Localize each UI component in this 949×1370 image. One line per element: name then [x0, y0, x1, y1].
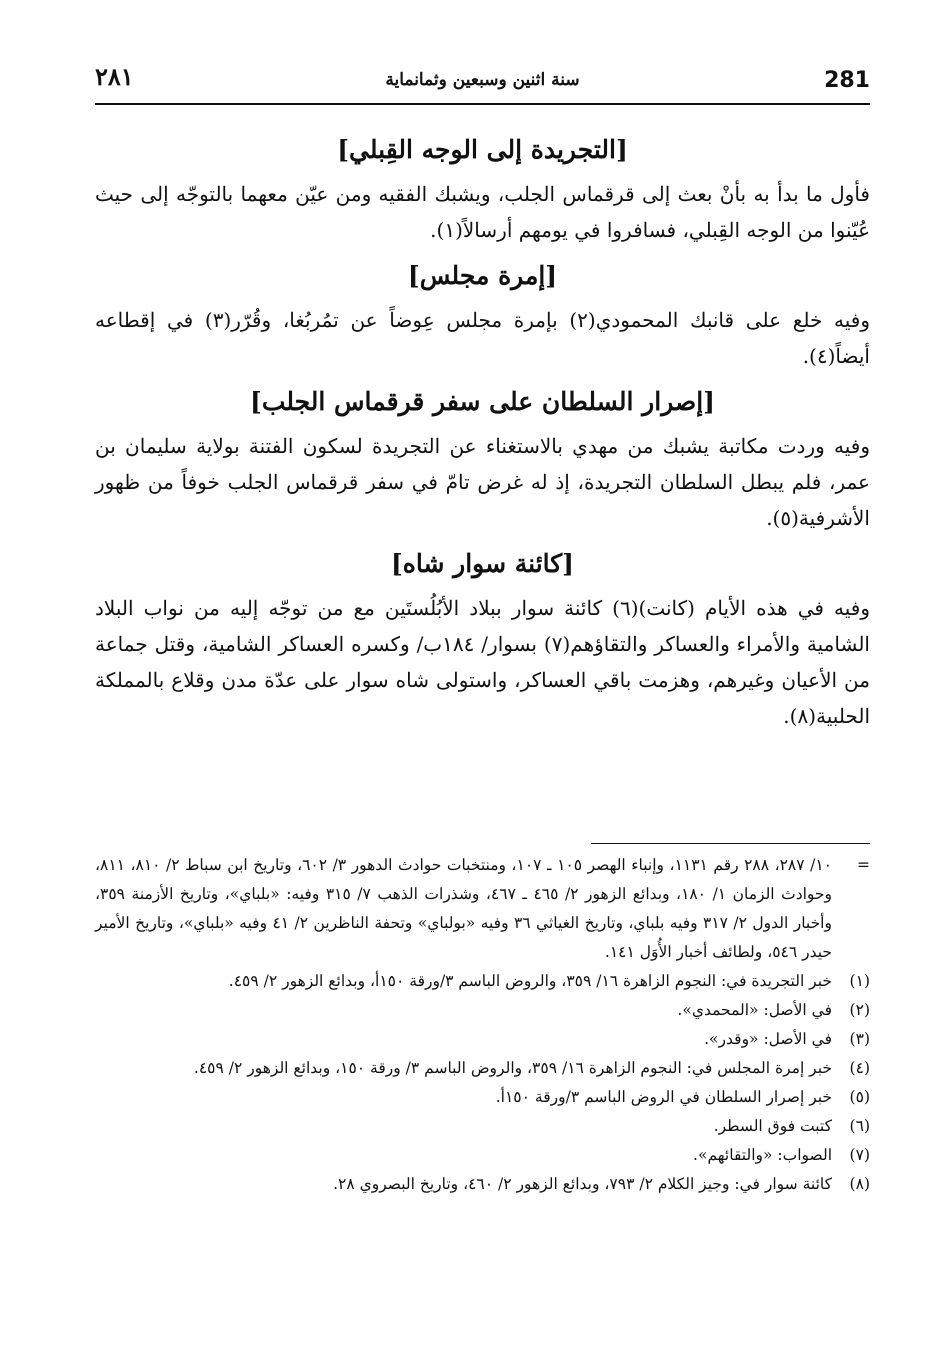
footnote-mark: (٤) [849, 1059, 870, 1077]
footnote-item [95, 1112, 870, 1141]
page-number-latin: 281 [824, 68, 870, 93]
section-heading: [كائنة سوار شاه] [390, 549, 575, 578]
footnote-mark: (٢) [849, 1001, 870, 1019]
page-number-arabic: ٢٨١ [95, 62, 134, 91]
footnote-item [95, 996, 870, 1025]
footnote-mark: (٧) [849, 1146, 870, 1164]
footnote-item [95, 1170, 870, 1199]
footnote-mark: (٦) [849, 1117, 870, 1135]
main-text [95, 122, 870, 740]
footnote-item [95, 1141, 870, 1170]
section-paragraph: فأول ما بدأ به بأنْ بعث إلى قرقماس الجلب، ويشبك الفقيه ومن عيّن معهما بالتوجّه إلى حيث عُيّنوا من الوجه القِبلي، فسافروا في يومهم أرسالاً(١). [95, 182, 870, 242]
footnote-text: الصواب: «والتقائهم». [693, 1146, 832, 1164]
footnote-item [95, 1083, 870, 1112]
footnote-text: في الأصل: «المحمدي». [677, 1001, 832, 1019]
footnote-mark: (٨) [849, 1175, 870, 1193]
footnote-text: خبر إصرار السلطان في الروض الباسم ٣/ورقة ١٥٠أ. [495, 1088, 832, 1106]
footnote-text: في الأصل: «وقدر». [704, 1030, 832, 1048]
section-heading: [إمرة مجلس] [407, 261, 558, 290]
section-heading: [التجريدة إلى الوجه القِبلي] [337, 135, 628, 164]
footnote-item [95, 1054, 870, 1083]
footnote-item [95, 967, 870, 996]
footnote-text: كتبت فوق السطر. [713, 1117, 832, 1135]
section-paragraph: وفيه خلع على قانبك المحمودي(٢) بإمرة مجلس عِوضاً عن تمُربُغا، وقُرّر(٣) في إقطاعه أيضاً(٤). [95, 308, 870, 368]
footnote-text: خبر التجريدة في: النجوم الزاهرة ١٦/ ٣٥٩، والروض الباسم ٣/ورقة ١٥٠أ، وبدائع الزهور ٢/ ٤٥٩. [228, 972, 832, 990]
footnote-item [95, 1025, 870, 1054]
section-paragraph: وفيه وردت مكاتبة يشبك من مهدي بالاستغناء عن التجريدة لسكون الفتنة بولاية سليمان بن عمر، فلم يبطل السلطان التجريدة، إذ له غرض تامّ في سفر قرقماس الجلب خوفاً من ظهور الأشرفية(٥). [95, 434, 870, 530]
footnote-mark: = [857, 856, 870, 874]
section-paragraph: وفيه في هذه الأيام (كانت)(٦) كائنة سوار ببلاد الأبُلُستَين مع من توجّه إليه من نواب البلاد الشامية والأمراء والعساكر والتقاؤهم(٧) بسوار/ ١٨٤ب/ وكسره العساكر الشامية، وقتل جماعة من الأعيان وغيرهم، وهزمت باقي العساكر، واستولى شاه سوار على عدّة مدن وقلاع بالمملكة الحلبية(٨). [95, 596, 870, 728]
section-heading: [إصرار السلطان على سفر قرقماس الجلب] [249, 387, 715, 416]
footnote-item [95, 851, 870, 967]
footnote-mark: (٣) [849, 1030, 870, 1048]
footnote-mark: (٥) [849, 1088, 870, 1106]
footnote-separator [591, 843, 870, 844]
header-rule [95, 103, 870, 105]
footnote-text: خبر إمرة المجلس في: النجوم الزاهرة ١٦/ ٣٥٩، والروض الباسم ٣/ ورقة ١٥٠، وبدائع الزهور ٢/ ٤٥٩. [193, 1059, 832, 1077]
footnote-text: ١٠/ ٢٨٧، ٢٨٨ رقم ١١٣١، وإنباء الهصر ١٠٥ ـ ١٠٧، ومنتخبات حوادث الدهور ٣/ ٦٠٢، وتاريخ ابن سباط ٢/ ٨١٠، ٨١١، وحوادث الزمان ١/ ١٨٠، وبدائع الزهور ٢/ ٤٦٥ ـ ٤٦٧، وشذرات الذهب ٧/ ٣١٥ وفيه: «بلباي»، وتاريخ الأزمنة ٣٥٩، وأخبار الدول ٢/ ٣١٧ وفيه بلباي، وتاريخ الغياثي ٣٦ وفيه «بولباي» وتحفة الناظرين ٢/ ٤١ وفيه «بلباي»، وتاريخ الأمير حيدر ٥٤٦، ولطائف أخبار الأُوَل ١٤١. [95, 856, 832, 961]
footnote-mark: (١) [849, 972, 870, 990]
footnotes [95, 851, 870, 1199]
running-title: سنة اثنين وسبعين وثمانماية [385, 70, 580, 90]
page-header [95, 62, 870, 102]
footnote-text: كائنة سوار في: وجيز الكلام ٢/ ٧٩٣، وبدائع الزهور ٢/ ٤٦٠، وتاريخ البصروي ٢٨. [333, 1175, 832, 1193]
